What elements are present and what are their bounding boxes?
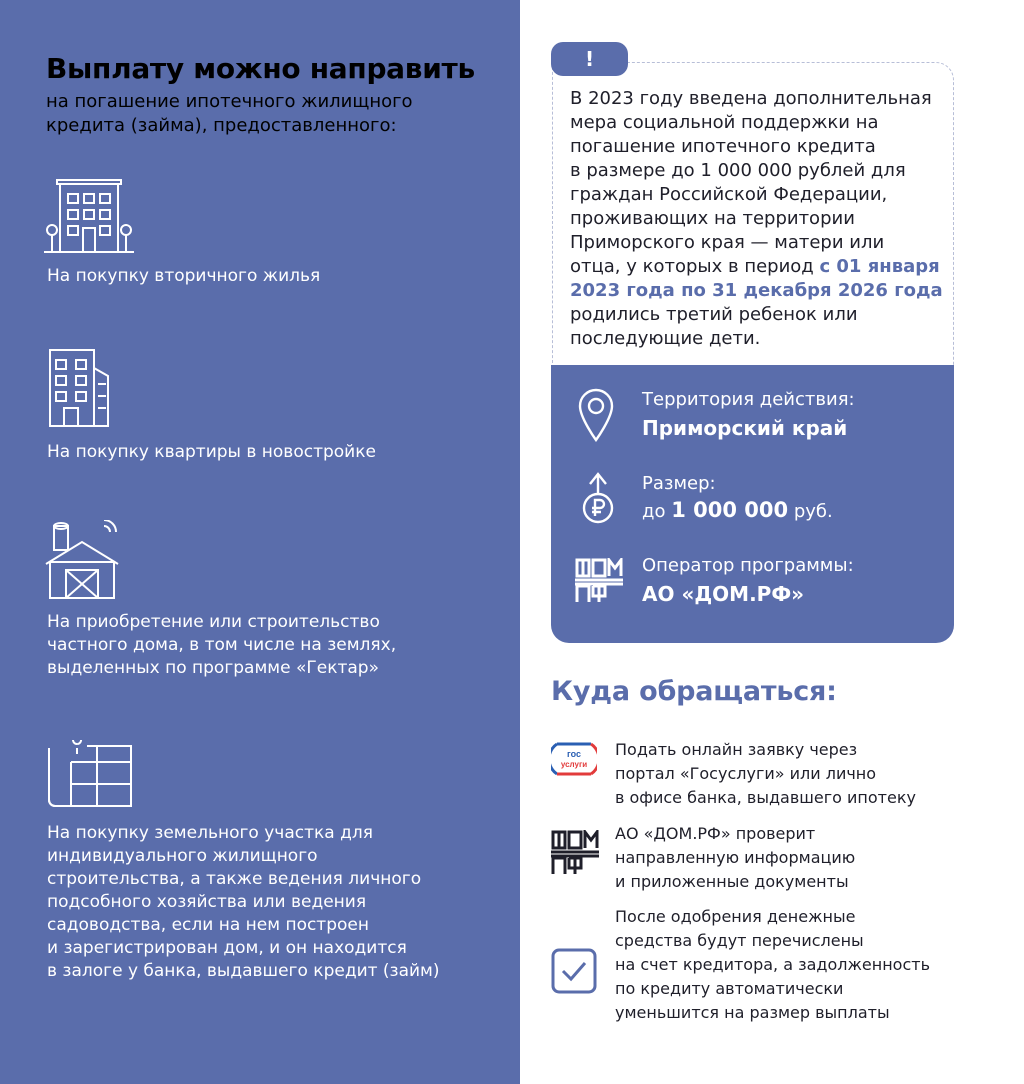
item-text-line: индивидуального жилищного xyxy=(47,846,318,866)
step-line: на счет кредитора, а задолженность xyxy=(615,955,931,974)
gosuslugi-logo-top: гос xyxy=(566,749,582,759)
size-prefix: до xyxy=(642,501,672,522)
dom-rf-logo-icon xyxy=(551,830,599,876)
item-text-line: в залоге у банка, выдавшего кредит (займ) xyxy=(47,961,440,981)
item-new-building xyxy=(47,441,477,464)
left-subtitle xyxy=(46,90,466,138)
notice-line: родились третий ребенок или xyxy=(570,304,858,325)
step-line: После одобрения денежные xyxy=(615,907,856,926)
new-building-icon xyxy=(48,348,118,428)
apartment-building-icon xyxy=(44,178,134,254)
notice-line: Приморского края — матери или xyxy=(570,232,885,253)
step-2 xyxy=(615,822,945,894)
step-line: по кредиту автоматически xyxy=(615,979,844,998)
gosuslugi-logo-bottom: услуги xyxy=(560,760,588,769)
step-1 xyxy=(615,738,945,810)
notice-text xyxy=(570,87,950,351)
item-private-house xyxy=(47,611,477,680)
notice-period-start: с 01 января xyxy=(819,256,940,277)
item-text-line: выделенных по программе «Гектар» xyxy=(47,658,379,678)
notice-line: мера социальной поддержки на xyxy=(570,112,879,133)
left-subtitle-line: на погашение ипотечного жилищного xyxy=(46,91,413,112)
territory-label: Территория действия: xyxy=(642,389,855,410)
step-line: АО «ДОМ.РФ» проверит xyxy=(615,824,816,843)
territory-value: Приморский край xyxy=(642,416,848,440)
land-plot-map-icon xyxy=(47,740,133,808)
left-title: Выплату можно направить xyxy=(46,52,475,85)
contact-title: Куда обращаться: xyxy=(551,676,837,707)
notice-line: последующие дети. xyxy=(570,328,761,349)
gosuslugi-logo xyxy=(551,740,597,778)
item-text-line: строительства, а также ведения личного xyxy=(47,869,422,889)
location-pin-icon xyxy=(578,388,614,442)
operator-value: АО «ДОМ.РФ» xyxy=(642,582,805,606)
step-line: уменьшится на размер выплаты xyxy=(615,1003,890,1022)
item-text-line: и зарегистрирован дом, и он находится xyxy=(47,938,407,958)
notice-period-end: 2023 года по 31 декабря 2026 года xyxy=(570,280,943,301)
item-text-line: На покупку вторичного жилья xyxy=(47,266,321,286)
item-text-line: На приобретение или строительство xyxy=(47,612,380,632)
notice-line: погашение ипотечного кредита xyxy=(570,136,876,157)
notice-line: проживающих на территории xyxy=(570,208,855,229)
item-text-line: На покупку земельного участка для xyxy=(47,823,373,843)
dom-rf-logo-icon xyxy=(575,558,623,604)
step-line: портал «Госуслуги» или лично xyxy=(615,764,877,783)
step-line: Подать онлайн заявку через xyxy=(615,740,858,759)
size-label: Размер: xyxy=(642,473,716,494)
item-land-plot xyxy=(47,822,477,983)
size-value: 1 000 000 xyxy=(671,498,789,522)
notice-line-text: отца, у которых в период xyxy=(570,256,820,277)
item-text-line: садоводства, если на нем построен xyxy=(47,915,369,935)
step-line: в офисе банка, выдавшего ипотеку xyxy=(615,788,916,807)
notice-line: граждан Российской Федерации, xyxy=(570,184,888,205)
notice-line: в размере до 1 000 000 рублей для xyxy=(570,160,906,181)
step-line: средства будут перечислены xyxy=(615,931,864,950)
item-text-line: На покупку квартиры в новостройке xyxy=(47,442,376,462)
notice-line xyxy=(570,255,950,279)
step-line: направленную информацию xyxy=(615,848,856,867)
step-line: и приложенные документы xyxy=(615,872,849,891)
item-text-line: частного дома, в том числе на землях, xyxy=(47,635,397,655)
notice-line: В 2023 году введена дополнительная xyxy=(570,88,932,109)
notice-badge: ! xyxy=(551,42,628,76)
checkbox-icon xyxy=(551,948,597,994)
left-subtitle-line: кредита (займа), предоставленного: xyxy=(46,115,397,136)
ruble-coin-arrow-icon xyxy=(580,470,616,526)
step-3 xyxy=(615,905,945,1025)
size-line xyxy=(642,498,833,524)
item-text-line: подсобного хозяйства или ведения xyxy=(47,892,367,912)
operator-label: Оператор программы: xyxy=(642,555,854,576)
item-secondary-housing xyxy=(47,265,477,288)
size-suffix: руб. xyxy=(788,501,833,522)
farmhouse-icon xyxy=(44,520,120,600)
